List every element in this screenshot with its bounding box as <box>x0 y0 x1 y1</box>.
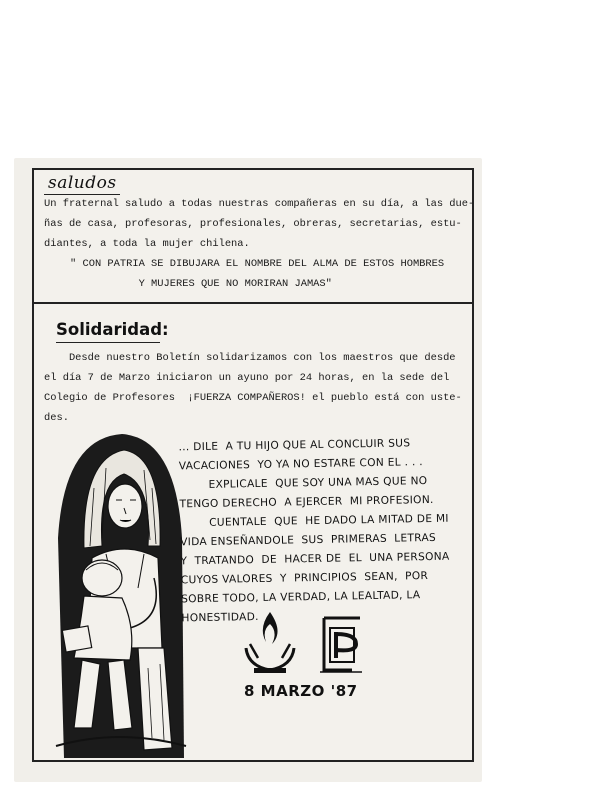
solidaridad-title-underline <box>56 342 160 343</box>
handwritten-quote: ... DILE A TU HIJO QUE AL CONCLUIR SUS VACACIONES YO YA NO ESTARE CON EL . . . EXPLICALE QUE SOY UNA MAS QUE NO TENGO DERECHO A EJERCER MI PROFESION. CUENTALE QUE HE DADO LA MITAD DE MI VIDA ENSEÑANDOLE SUS PRIMERAS LETRAS Y TRATANDO DE HACER DE EL UNA PERSONA CUYOS VALORES Y PRINCIPIOS SEAN, POR SOBRE TODO, LA VERDAD, LA LEALTAD, LA HONESTIDAD. <box>178 437 450 625</box>
saludos-paragraph: Un fraternal saludo a todas nuestras compañeras en su día, a las due- ñas de casa, profesoras, profesionales, obreras, secretarias, estu- diantes, a toda la mujer chilena. <box>44 198 475 250</box>
teacher-union-logo-icon <box>320 618 362 672</box>
saludos-title: saludos <box>48 173 117 193</box>
section-divider <box>34 302 472 304</box>
flame-hands-logo-icon <box>246 612 294 673</box>
woman-with-child-illustration-icon <box>44 428 194 758</box>
solidaridad-paragraph: Desde nuestro Boletín solidarizamos con los maestros que desde el día 7 de Marzo iniciaron un ayuno por 24 horas, en la sede del Colegio de Profesores ¡FUERZA COMPAÑEROS! el pueblo está con uste- des. <box>44 352 462 424</box>
date-stamp: 8 MARZO '87 <box>244 682 358 700</box>
saludos-section <box>34 170 475 304</box>
saludos-quote: " CON PATRIA SE DIBUJARA EL NOMBRE DEL ALMA DE ESTOS HOMBRES Y MUJERES QUE NO MORIRAN JAMAS" <box>70 258 445 290</box>
bulletin-frame <box>32 168 474 762</box>
solidaridad-title: Solidaridad: <box>56 320 169 339</box>
